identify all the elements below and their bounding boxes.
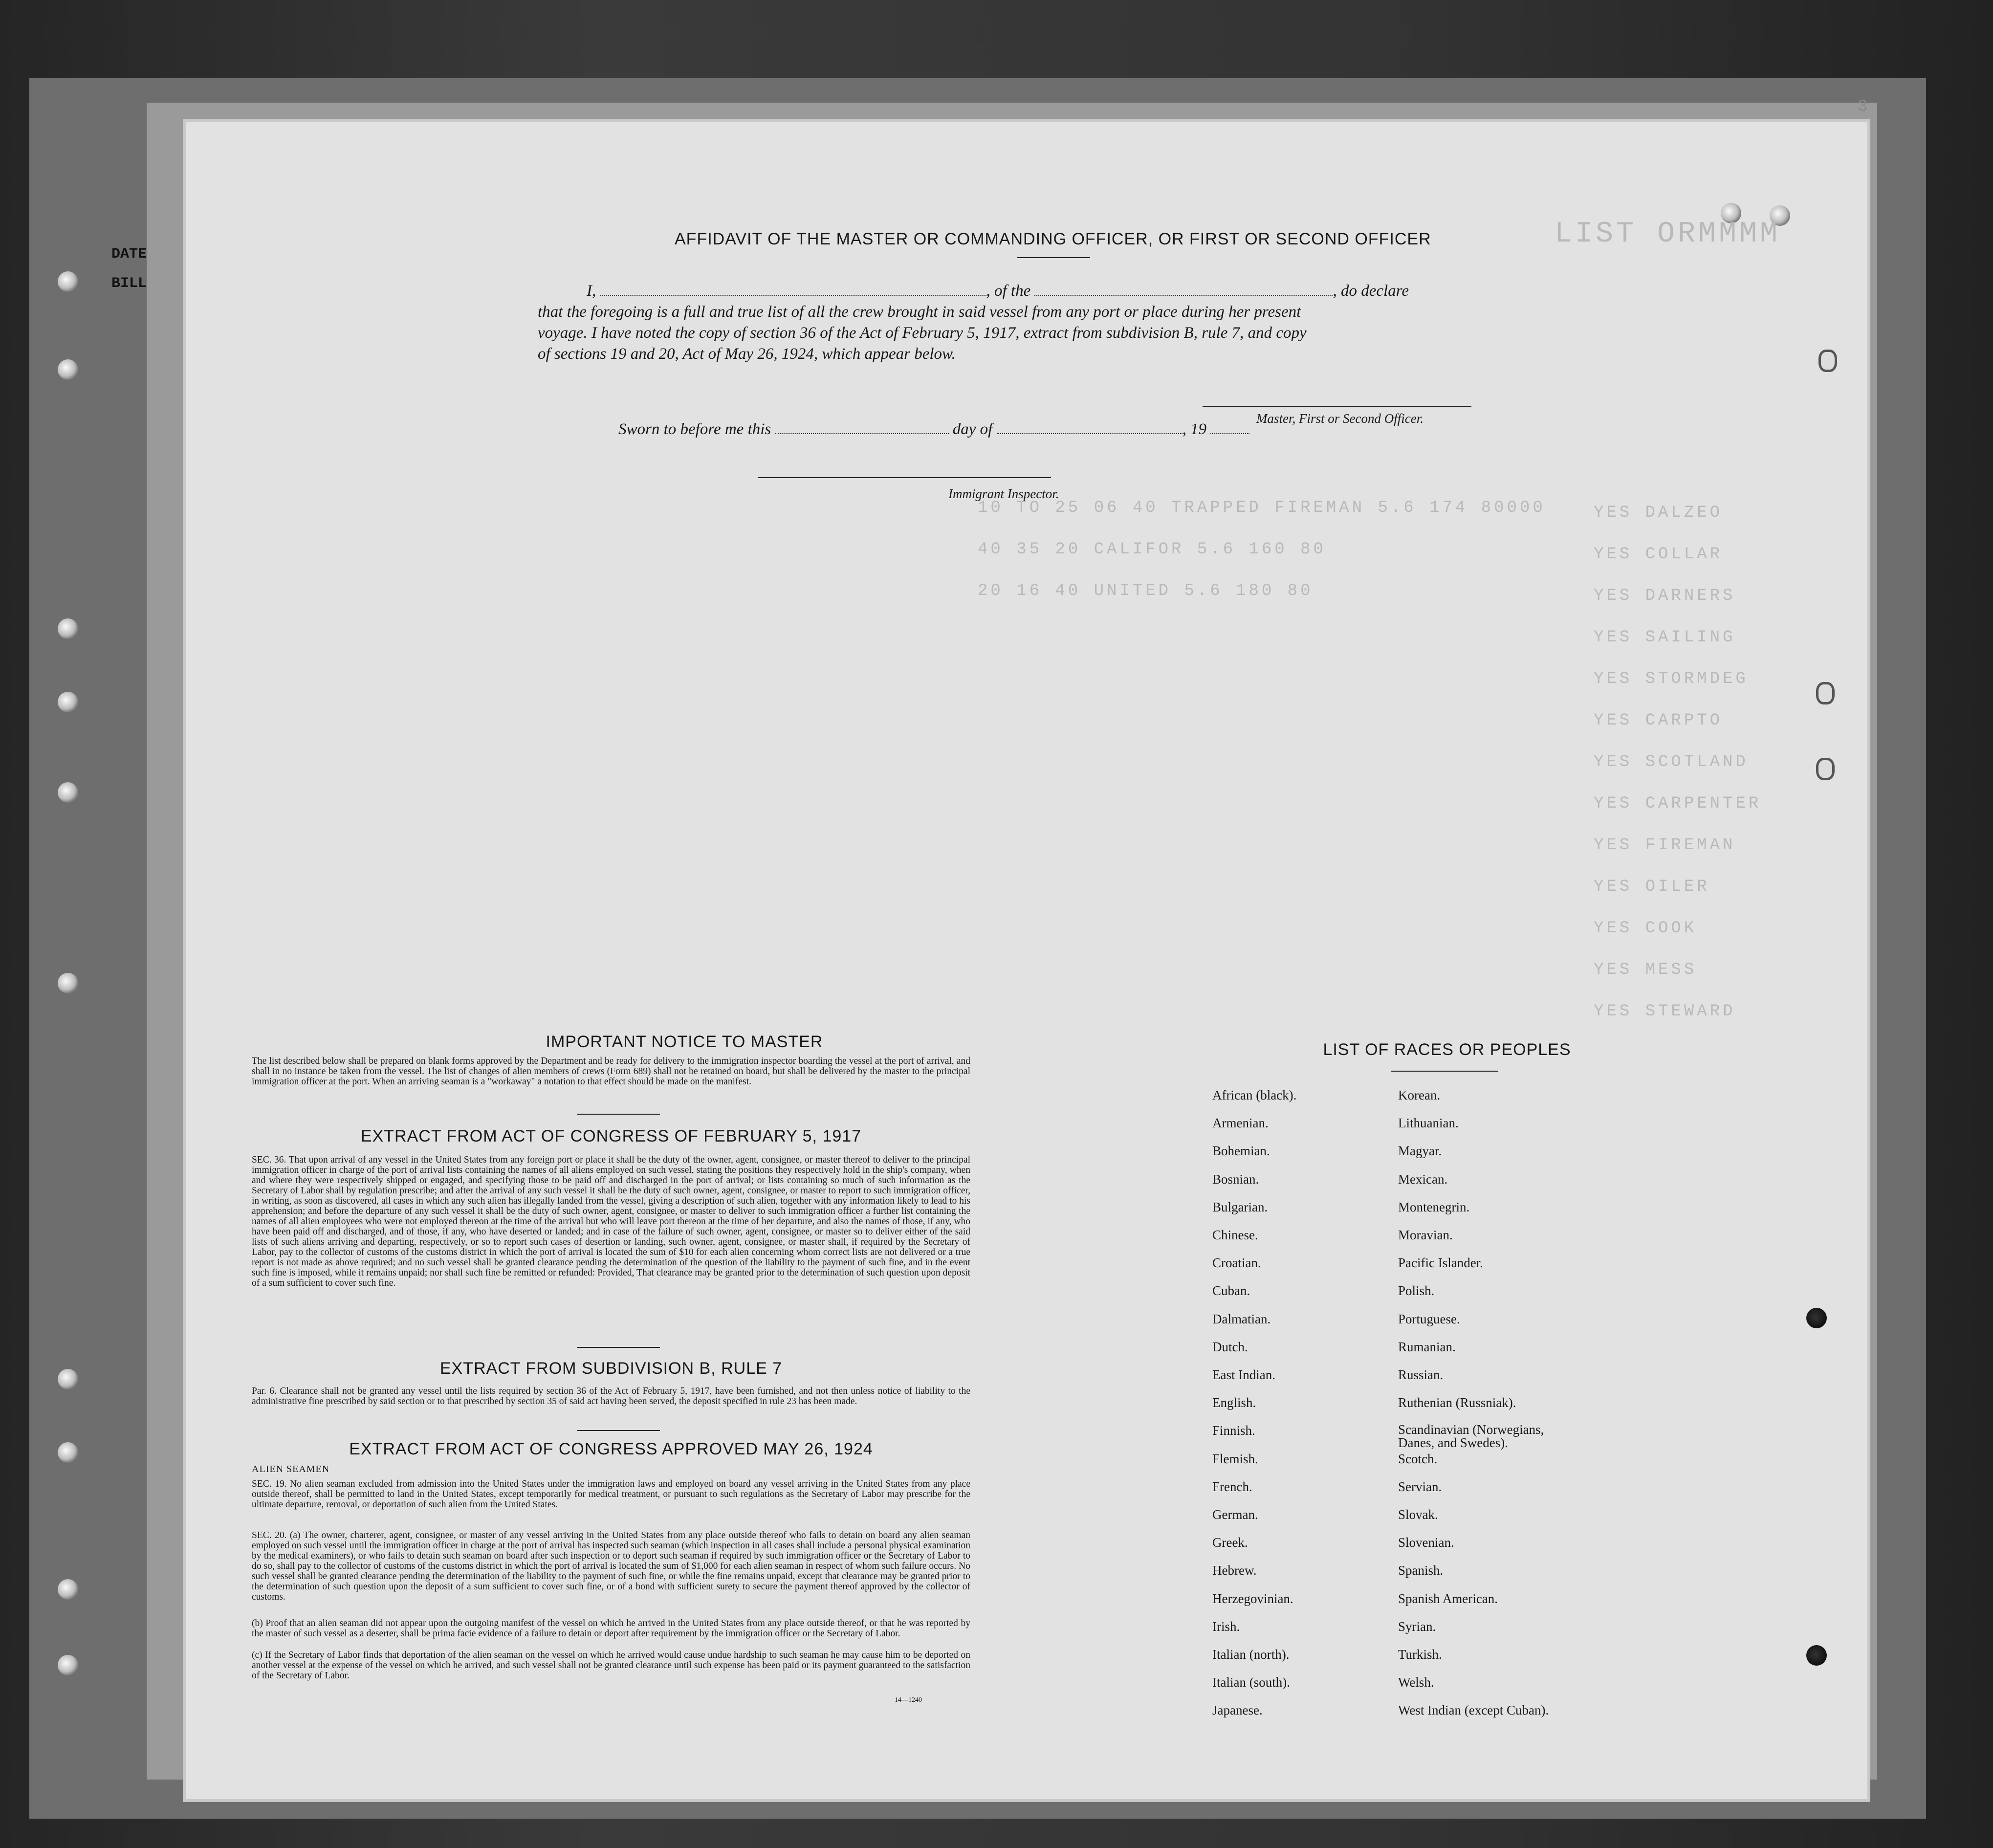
punch-hole-icon	[58, 1579, 78, 1600]
extract-rule7-body: Par. 6. Clearance shall not be granted any vessel until the lists required by section 36 of the Act of February 5, 1917, have been furnished, and not then unless notice of liability to the administrative fine prescribed by said section or to that prescribed by section 35 of said act having been served, the deposit specified in rule 23 has been made.	[252, 1386, 970, 1407]
race-item: West Indian (except Cuban).	[1398, 1703, 1549, 1718]
race-item: Polish.	[1398, 1283, 1435, 1298]
race-item: Korean.	[1398, 1088, 1441, 1102]
race-item: Portuguese.	[1398, 1311, 1460, 1326]
sworn-label: Sworn to before me this	[618, 420, 771, 438]
divider	[577, 1114, 660, 1115]
year-label: , 19	[1182, 420, 1207, 438]
master-signature-line	[1203, 406, 1471, 407]
extract-1917-body: SEC. 36. That upon arrival of any vessel in the United States from any foreign port or place it shall be the duty of the owner, agent, consignee, or master thereof to deliver to the principal immigration officer in charge of the port of arrival lists containing the names of all aliens employed on such vessel, stating the positions they respectively hold in the ship's company, when and where they were respectively shipped or engaged, and specifying those to be paid off and discharged in the port of arrival; or lists containing so much of such information as the Secretary of Labor shall by regulation prescribe; and after the arrival of any such vessel it shall be the duty of such owner, agent, consignee, or master to report to such immigration officer, in writing, as soon as discovered, all cases in which any such alien has illegally landed from the vessel, giving a description of such alien, together with any information likely to lead to his apprehension; and before the departure of any such vessel it shall be the duty of such owner, agent, consignee, or master to deliver to such immigration officer a further list containing the names of all alien employees who were not employed thereon at the time of the arrival but who will leave port thereon at the time of her departure, and also the names of those, if any, who have been paid off and discharged, and of those, if any, who have deserted or landed; and in case of the failure of such owner, agent, consignee, or master so to deliver either of the said lists of such aliens arriving and departing, respectively, or so to report such cases of desertion or landing, such owner, agent, consignee, or master shall, if required by the Secretary of Labor, pay to the collector of customs of the customs district in which the port of arrival is located the sum of $10 for each alien concerning whom correct lists are not delivered or a true report is not made as above required; and no such vessel shall be granted clearance pending the determination of the question of the liability to the payment of such fine, and in the event such fine is imposed, while it remains unpaid; nor shall such fine be remitted or refunded: Provided, That clearance may be granted prior to the determination of such question upon deposit of a sum sufficient to cover such fine.	[252, 1155, 970, 1288]
race-item: Russian.	[1398, 1367, 1444, 1382]
race-item: Armenian.	[1212, 1116, 1269, 1131]
race-item: Bosnian.	[1212, 1171, 1259, 1187]
punch-hole-icon	[1806, 1645, 1827, 1666]
divider	[1391, 1071, 1498, 1072]
punch-hole-icon	[1806, 1308, 1827, 1328]
race-item: Herzegovinian.	[1212, 1591, 1293, 1606]
race-item: French.	[1212, 1479, 1252, 1494]
race-item: Italian (south).	[1212, 1675, 1290, 1690]
race-item: Bohemian.	[1212, 1144, 1270, 1159]
divider	[577, 1347, 660, 1348]
punch-hole-icon	[58, 271, 78, 292]
punch-hole-icon	[58, 618, 78, 639]
race-item: English.	[1212, 1395, 1256, 1410]
race-item: German.	[1212, 1507, 1258, 1522]
punch-hole-icon	[1816, 682, 1835, 704]
punch-hole-icon	[58, 359, 78, 380]
punch-hole-icon	[58, 782, 78, 803]
alien-seamen-subtitle: ALIEN SEAMEN	[252, 1464, 330, 1474]
race-item: Japanese.	[1212, 1703, 1263, 1718]
form-number: 14—1240	[895, 1696, 922, 1704]
race-item: Scotch.	[1398, 1451, 1438, 1466]
day-blank	[775, 420, 949, 434]
extract-rule7-title: EXTRACT FROM SUBDIVISION B, RULE 7	[439, 1359, 783, 1378]
race-item: Servian.	[1398, 1479, 1442, 1494]
race-item: Flemish.	[1212, 1451, 1258, 1466]
do-declare-label: , do declare	[1333, 282, 1409, 300]
race-item: Croatian.	[1212, 1255, 1261, 1271]
extract-1924-title: EXTRACT FROM ACT OF CONGRESS APPROVED MAY 26, 1924	[349, 1440, 873, 1458]
race-item: Spanish American.	[1398, 1591, 1498, 1606]
punch-hole-icon	[58, 973, 78, 993]
race-item: Hebrew.	[1212, 1563, 1257, 1578]
race-item: African (black).	[1212, 1088, 1297, 1102]
punch-hole-icon	[1818, 350, 1837, 372]
race-item: Finnish.	[1212, 1423, 1255, 1438]
race-item: Chinese.	[1212, 1228, 1258, 1242]
race-item: East Indian.	[1212, 1367, 1275, 1382]
affidavit-first-line	[587, 281, 1515, 301]
punch-hole-icon	[58, 1369, 78, 1389]
race-item: Bulgarian.	[1212, 1199, 1268, 1214]
sec20a-text: SEC. 20. (a) The owner, charterer, agent, consignee, or master of any vessel arriving in the United States from any place outside thereof who fails to detain on board any alien seaman employed on such vessel until the immigration officer in charge at the port of arrival has inspected such seaman (which inspection in all cases shall include a personal physical examination by the medical examiners), or who fails to detain such seaman on board after such inspection or to deport such seaman if required by such immigration officer or the Secretary of Labor to do so, shall pay to the collector of customs of the customs district in which the port of arrival is located the sum of $1,000 for each alien seaman in respect of whom such failure occurs. No such vessel shall be granted clearance pending the determination of the liability to the payment of such fine, or while the fine remains unpaid, except that clearance may be granted prior to the determination of such question upon the deposit of a sum sufficient to cover such fine, or of a bond with sufficient surety to secure the payment thereof approved by the collector of customs.	[252, 1530, 970, 1602]
inspector-label: Immigrant Inspector.	[948, 486, 1059, 501]
punch-hole-icon	[58, 1442, 78, 1463]
race-item: Spanish.	[1398, 1563, 1444, 1578]
race-item: Slovak.	[1398, 1507, 1438, 1522]
race-item: Ruthenian (Russniak).	[1398, 1395, 1516, 1410]
affidavit-title: AFFIDAVIT OF THE MASTER OR COMMANDING OFFICER, OR FIRST OR SECOND OFFICER	[675, 230, 1431, 248]
race-item: Irish.	[1212, 1619, 1240, 1634]
race-item: Moravian.	[1398, 1228, 1453, 1242]
notice-body: The list described below shall be prepared on blank forms approved by the Department and be ready for delivery to the immigration inspector boarding the vessel at the port of arrival, and shall in no instance be taken from the vessel. The list of changes of alien members of crews (Form 689) shall not be retained on board, but shall be delivered by the master to the principal immigration officer at the port. When an arriving seaman is a "workaway" a notation to that effect should be made on the manifest.	[252, 1056, 970, 1087]
race-item: Pacific Islander.	[1398, 1255, 1483, 1271]
race-item: Lithuanian.	[1398, 1116, 1459, 1131]
race-item: Montenegrin.	[1398, 1199, 1470, 1214]
race-item: Dutch.	[1212, 1339, 1248, 1354]
tab-text-bill: BILL	[111, 275, 147, 292]
inspector-signature-line	[758, 477, 1051, 478]
race-item: Turkish.	[1398, 1647, 1442, 1662]
extract-1917-title: EXTRACT FROM ACT OF CONGRESS OF FEBRUARY 5, 1917	[360, 1127, 862, 1145]
race-item: Greek.	[1212, 1535, 1248, 1550]
affidavit-line-2: voyage. I have noted the copy of section 36 of the Act of February 5, 1917, extract from subdivision B, rule 7, and copy	[538, 324, 1307, 342]
sec20c-text: (c) If the Secretary of Labor finds that deportation of the alien seaman on the vessel on which he arrived would cause undue hardship to such seaman he may cause him to be deported on another vessel at the expense of the vessel on which he arrived, and such vessel shall not be granted clearance until such expense has been paid or its payment guaranteed to the satisfaction of the Secretary of Labor.	[252, 1650, 970, 1681]
sec20b-text: (b) Proof that an alien seaman did not appear upon the outgoing manifest of the vessel on which he arrived in the United States from any place outside thereof, or that he was reported by the master of such vessel as a deserter, shall be prima facie evidence of a failure to detain or deport after requirement by the immigration officer or the Secretary of Labor.	[252, 1618, 970, 1639]
vessel-blank	[1034, 282, 1333, 296]
race-item: Syrian.	[1398, 1619, 1436, 1634]
divider	[1017, 257, 1090, 258]
page-number-mark: 3	[1858, 98, 1871, 116]
day-of-label: day of	[952, 420, 993, 438]
punch-hole-icon	[58, 1655, 78, 1675]
i-label: I,	[587, 282, 596, 300]
race-item: Welsh.	[1398, 1675, 1434, 1690]
year-blank	[1210, 420, 1249, 434]
tab-text-date: DATE	[111, 246, 147, 263]
race-item: Slovenian.	[1398, 1535, 1454, 1550]
punch-hole-icon	[58, 692, 78, 712]
affidavit-line-3: of sections 19 and 20, Act of May 26, 1924, which appear below.	[538, 345, 956, 363]
sworn-line	[618, 419, 1303, 439]
race-item: Dalmatian.	[1212, 1311, 1271, 1326]
race-item: Scandinavian (Norwegians, Danes, and Swedes).	[1398, 1422, 1544, 1451]
tab-text	[111, 240, 147, 298]
punch-hole-icon	[1816, 758, 1835, 780]
race-item: Magyar.	[1398, 1144, 1442, 1159]
race-item: Cuban.	[1212, 1283, 1250, 1298]
month-blank	[997, 420, 1183, 434]
affidavit-line-1: that the foregoing is a full and true list of all the crew brought in said vessel from any port or place during her present	[538, 303, 1301, 321]
of-the-label: , of the	[986, 282, 1031, 300]
divider	[577, 1430, 660, 1431]
race-item: Rumanian.	[1398, 1339, 1456, 1354]
race-item: Italian (north).	[1212, 1647, 1290, 1662]
races-title: LIST OF RACES OR PEOPLES	[1323, 1040, 1571, 1059]
sec19-text: SEC. 19. No alien seaman excluded from admission into the United States under the immigration laws and employed on board any vessel arriving in the United States from any place outside thereof, shall be permitted to land in the United States, except temporarily for medical treatment, or pursuant to such regulations as the Secretary of Labor may prescribe for the ultimate departure, removal, or deportation of such alien from the United States.	[252, 1479, 970, 1510]
name-blank	[600, 282, 986, 296]
master-signature-label: Master, First or Second Officer.	[1256, 411, 1424, 426]
notice-title: IMPORTANT NOTICE TO MASTER	[546, 1033, 823, 1051]
race-item: Mexican.	[1398, 1171, 1448, 1187]
